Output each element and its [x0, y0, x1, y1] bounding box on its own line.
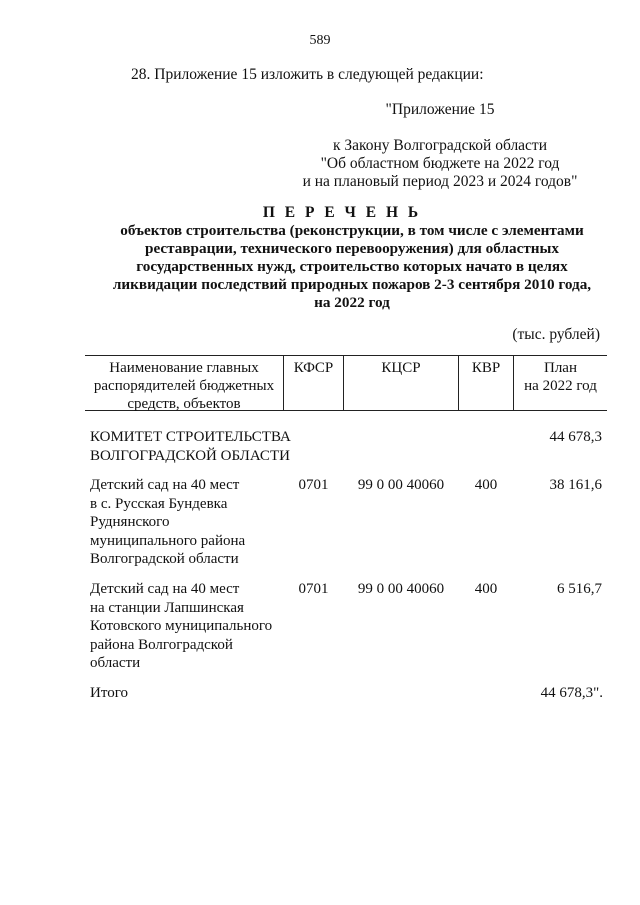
row-name-line: на станции Лапшинская — [90, 599, 244, 616]
row-name-line: Котовского муниципального — [90, 618, 273, 634]
row-name-line: Детский сад на 40 мест — [90, 581, 240, 597]
subtitle-line: объектов строительства (реконструкции, в том числе с элементами — [120, 222, 584, 239]
header-kfsr: КФСР — [293, 360, 334, 376]
row-kfsr: 0701 — [298, 581, 329, 597]
header-kvr: КВР — [471, 360, 501, 376]
row-name-line: КОМИТЕТ СТРОИТЕЛЬСТВА — [90, 429, 291, 445]
row-name-line: муниципального района — [90, 532, 246, 549]
header-kcsr: КЦСР — [381, 360, 421, 376]
row-name-line: области — [90, 655, 141, 671]
row-name-line: Волгоградской области — [90, 551, 239, 567]
header-name-line: распорядителей бюджетных — [93, 378, 275, 394]
total-label: Итого — [90, 685, 128, 701]
row-kvr: 400 — [474, 581, 498, 597]
row-kcsr: 99 0 00 40060 — [357, 581, 445, 597]
units-label: (тыс. рублей) — [512, 326, 600, 343]
subtitle-line: реставрации, технического перевооружения) для областных — [145, 240, 559, 257]
row-name — [90, 428, 291, 465]
header-plan — [514, 359, 607, 395]
row-name-line: Детский сад на 40 мест — [90, 477, 240, 493]
subtitle-line: ликвидации последствий природных пожаров 2-3 сентября 2010 года, — [112, 276, 592, 293]
subtitle-line: на 2022 год — [314, 294, 390, 311]
row-plan: 38 161,6 — [549, 477, 602, 493]
row-name-line: района Волгоградской — [90, 636, 233, 653]
appendix-reference — [280, 137, 600, 191]
appendix-ref-line: и на плановый период 2023 и 2024 годов" — [302, 173, 578, 190]
appendix-ref-line: "Об областном бюджете на 2022 год — [320, 155, 560, 172]
row-name — [90, 580, 272, 673]
appendix-ref-line: к Закону Волгоградской области — [332, 137, 548, 154]
total-value: 44 678,3". — [540, 685, 603, 701]
intro-paragraph: 28. Приложение 15 изложить в следующей редакции: — [131, 66, 484, 83]
row-kvr: 400 — [474, 477, 498, 493]
list-subtitle — [60, 222, 640, 312]
header-plan-line: на 2022 год — [524, 378, 597, 394]
row-name-line: в с. Русская Бундевка — [90, 495, 228, 512]
header-plan-line: План — [543, 360, 577, 376]
header-name-line: Наименование главных — [109, 360, 259, 376]
header-name-line: средств, объектов — [127, 396, 241, 412]
appendix-title: "Приложение 15 — [385, 101, 495, 118]
header-top-border — [85, 355, 607, 356]
row-name-line: ВОЛГОГРАДСКОЙ ОБЛАСТИ — [90, 447, 290, 464]
row-kfsr: 0701 — [298, 477, 329, 493]
row-plan: 6 516,7 — [557, 581, 602, 597]
row-name-line: Руднянского — [90, 514, 170, 530]
row-kcsr: 99 0 00 40060 — [357, 477, 445, 493]
header-name — [85, 359, 283, 413]
row-name — [90, 476, 245, 569]
page-number: 589 — [309, 33, 331, 48]
subtitle-line: государственных нужд, строительство которых начато в целях — [136, 258, 568, 275]
row-plan: 44 678,3 — [549, 429, 602, 445]
list-title: П Е Р Е Ч Е Н Ь — [262, 204, 422, 221]
